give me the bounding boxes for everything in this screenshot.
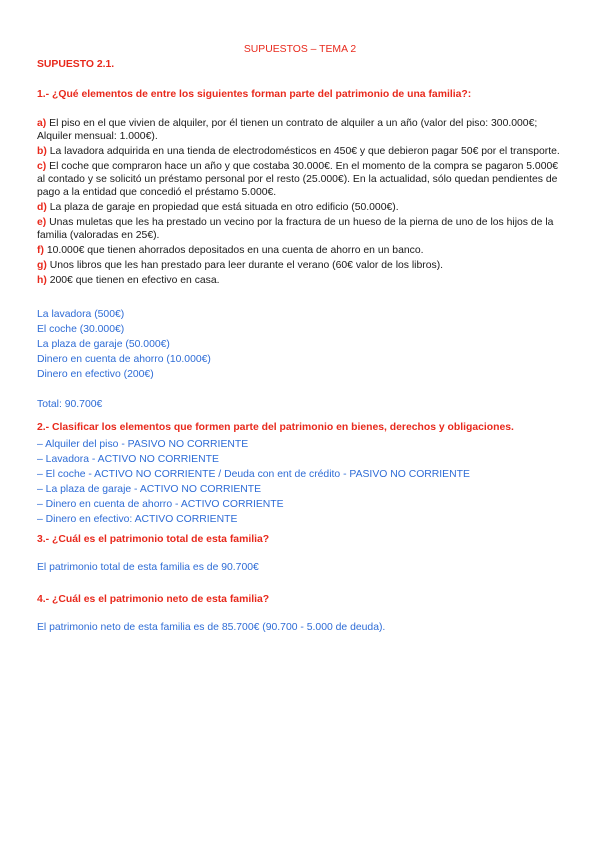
- list-item: [37, 274, 567, 287]
- item-text: 200€ que tienen en efectivo en casa.: [49, 275, 220, 286]
- answer-line: – La plaza de garaje - ACTIVO NO CORRIENTE: [37, 484, 262, 495]
- question-1-items: [37, 117, 567, 289]
- item-text: 10.000€ que tienen ahorrados depositados en una cuenta de ahorro en un banco.: [46, 245, 424, 256]
- answer-line: – Dinero en cuenta de ahorro - ACTIVO CORRIENTE: [37, 499, 284, 510]
- answer-line: – Lavadora - ACTIVO NO CORRIENTE: [37, 454, 219, 465]
- question-3: 3.- ¿Cuál es el patrimonio total de esta familia?: [37, 534, 270, 545]
- list-item: [37, 201, 567, 214]
- item-label: h): [37, 275, 47, 286]
- page-title: SUPUESTOS – TEMA 2: [243, 44, 357, 55]
- question-3-answer: El patrimonio total de esta familia es de 90.700€: [37, 562, 259, 573]
- item-label: e): [37, 217, 47, 228]
- supuesto-heading: SUPUESTO 2.1.: [37, 59, 115, 70]
- item-label: a): [37, 118, 47, 129]
- list-item: [37, 117, 567, 143]
- answer-line: La plaza de garaje (50.000€): [37, 339, 170, 350]
- question-2-answers: [37, 437, 470, 527]
- question-1-answers: [37, 307, 211, 382]
- question-1: 1.- ¿Qué elementos de entre los siguientes forman parte del patrimonio de una familia?:: [37, 89, 472, 100]
- answer-line: – Dinero en efectivo: ACTIVO CORRIENTE: [37, 514, 238, 525]
- item-label: c): [37, 161, 47, 172]
- question-4-answer: El patrimonio neto de esta familia es de 85.700€ (90.700 - 5.000 de deuda).: [37, 622, 386, 633]
- item-label: f): [37, 245, 44, 256]
- answer-line: El coche (30.000€): [37, 324, 125, 335]
- item-text: La lavadora adquirida en una tienda de electrodomésticos en 450€ y que debieron pagar 50€ por el transporte.: [49, 146, 560, 157]
- list-item: [37, 160, 567, 199]
- answer-line: – Alquiler del piso - PASIVO NO CORRIENTE: [37, 439, 249, 450]
- item-text: El piso en el que vivien de alquiler, por él tienen un contrato de alquiler a un año (valor del piso: 300.000€; Alquiler mensual: 1.000€).: [37, 118, 538, 142]
- answer-line: – El coche - ACTIVO NO CORRIENTE / Deuda con ent de crédito - PASIVO NO CORRIENTE: [37, 469, 470, 480]
- answer-line: Dinero en efectivo (200€): [37, 369, 154, 380]
- item-text: Unos libros que les han prestado para leer durante el verano (60€ valor de los libros).: [49, 260, 444, 271]
- list-item: [37, 244, 567, 257]
- answer-line: La lavadora (500€): [37, 309, 125, 320]
- total-line: Total: 90.700€: [37, 399, 103, 410]
- item-label: d): [37, 202, 47, 213]
- item-text: El coche que compraron hace un año y que costaba 30.000€. En el momento de la compra se pagaron 5.000€ al contado y se solicitó un préstamo personal por el resto (25.000€). En la actualidad, sólo quedan pendientes de pago a la entidad que concedió el préstamo 5.000€.: [37, 161, 559, 198]
- item-label: b): [37, 146, 47, 157]
- question-2: 2.- Clasificar los elementos que formen parte del patrimonio en bienes, derechos y obligaciones.: [37, 422, 514, 433]
- question-4: 4.- ¿Cuál es el patrimonio neto de esta familia?: [37, 594, 270, 605]
- list-item: [37, 216, 567, 242]
- item-text: Unas muletas que les ha prestado un vecino por la fractura de un hueso de la pierna de uno de los hijos de la familia (valoradas en 25€).: [37, 217, 554, 241]
- item-text: La plaza de garaje en propiedad que está situada en otro edificio (50.000€).: [49, 202, 399, 213]
- answer-line: Dinero en cuenta de ahorro (10.000€): [37, 354, 211, 365]
- list-item: [37, 145, 567, 158]
- list-item: [37, 259, 567, 272]
- item-label: g): [37, 260, 47, 271]
